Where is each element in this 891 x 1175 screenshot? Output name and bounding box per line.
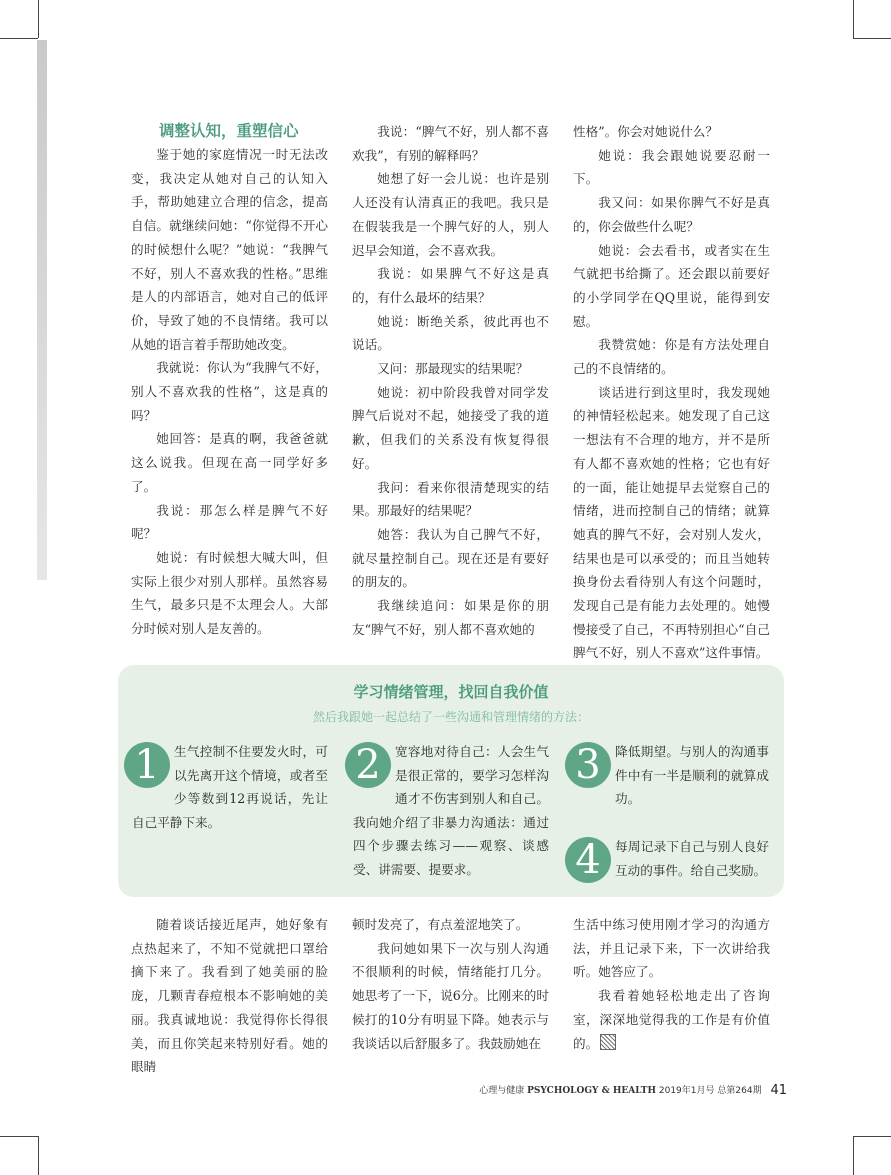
paragraph: 她说：初中阶段我曾对同学发脾气后说对不起，她接受了我的道歉，但我们的关系没有恢复得很好。 (352, 384, 549, 471)
paragraph: 随着谈话接近尾声，她好象有点热起来了，不知不觉就把口罩给摘下来了。我看到了她美丽的脸庞，几颗青春痘根本不影响她的美丽。我真诚地说：我觉得你长得很美，而且你笑起来特别好看。她的眼睛 (131, 917, 328, 1075)
paragraph: 我就说：你认为“我脾气不好，别人不喜欢我的性格”，这是真的吗？ (131, 360, 328, 423)
end-mark-icon (600, 1034, 616, 1050)
paragraph: 我说：“脾气不好，别人都不喜欢我”，有别的解释吗？ (352, 124, 549, 163)
paragraph: 我说：那怎么样是脾气不好呢？ (131, 502, 328, 542)
crop-mark (853, 0, 854, 38)
paragraph: 她说：会去看书，或者实在生气就把书给撕了。还会跟以前要好的小学同学在QQ里说，能得到安慰。 (573, 242, 770, 329)
paragraph: 我又问：如果你脾气不好是真的，你会做些什么呢？ (573, 195, 770, 234)
bottom-column-2 (352, 913, 549, 1055)
margin-bar (37, 40, 47, 580)
tips-box-title: 学习情绪管理，找回自我价值 (353, 683, 549, 701)
bottom-column-3 (573, 913, 770, 1055)
paragraph: 鉴于她的家庭情况一时无法改变，我决定从她对自己的认知入手，帮助她建立合理的信念，提高自信。就继续问她：“你觉得不开心的时候想什么呢？”她说：“我脾气不好，别人不喜欢我的性格。”思维是人的内部语言，她对自己的低评价，导致了她的不良情绪。我可以从她的语言着手帮助她改变。 (131, 147, 328, 352)
paragraph: 谈话进行到这里时，我发现她的神情轻松起来。她发现了自己这一想法有不合理的地方，并不是所有人都不喜欢她的性格；它也有好的一面，能让她提早去觉察自己的情绪，进而控制自己的情绪；就算她真的脾气不好，会对别人发火，结果也是可以承受的；而且当她转换身份去看待别人有这个问题时，发现自己是有能力去处理的。她慢慢接受了自己，不再特别担心“自己脾气不好，别人不喜欢”这件事情。 (573, 384, 770, 661)
crop-mark (853, 1136, 854, 1175)
paragraph: 她回答：是真的啊，我爸爸就这么说我。但现在高一同学好多了。 (131, 431, 328, 494)
article-column-3 (573, 120, 770, 665)
crop-mark (38, 1136, 39, 1175)
paragraph: 她说：断绝关系，彼此再也不说话。 (352, 313, 549, 353)
page-number: 41 (770, 1083, 787, 1098)
number-badge: 2 (345, 742, 391, 788)
tips-box (118, 665, 784, 897)
tip-item-1 (132, 740, 328, 834)
magazine-name: 心理与健康 (479, 1086, 525, 1096)
closing-text: 我看着她轻松地走出了咨询室，深深地觉得我的工作是有价值的。 (573, 988, 770, 1051)
paragraph: 性格”。你会对她说什么？ (573, 124, 718, 139)
paragraph: 她想了好一会儿说：也许是别人还没有认清真正的我吧。我只是在假装我是一个脾气好的人，别人迟早会知道，会不喜欢我。 (352, 171, 549, 258)
tip-item-4 (573, 835, 769, 885)
paragraph: 她说：有时候想大喊大叫，但实际上很少对别人那样。虽然容易生气，最多只是不太理会人。大部分时候对别人是友善的。 (131, 549, 328, 637)
article-column-2 (352, 120, 549, 641)
tip-item-3 (573, 740, 769, 811)
tip-text: 宽容地对待自己：人会生气是很正常的，要学习怎样沟通才不伤害到别人和自己。我向她介绍了非暴力沟通法：通过四个步骤去练习——观察、谈感受、讲需要、提要求。 (353, 744, 549, 877)
paragraph: 她说：我会跟她说要忍耐一下。 (573, 147, 770, 187)
paragraph: 我赞赏她：你是有方法处理自己的不良情绪的。 (573, 337, 770, 377)
paragraph: 我说：如果脾气不好这是真的，有什么最坏的结果？ (352, 266, 549, 305)
section-heading: 调整认知，重塑信心 (159, 122, 299, 140)
paragraph: 我问：看来你很清楚现实的结果。那最好的结果呢？ (352, 479, 549, 519)
tips-box-subtitle: 然后我跟她一起总结了一些沟通和管理情绪的方法： (312, 710, 589, 724)
tip-text: 生气控制不住要发火时，可以先离开这个情境，或者至少等数到12再说话，先让自己平静下来。 (132, 744, 328, 830)
paragraph: 我继续追问：如果是你的朋友“脾气不好，别人都不喜欢她的 (352, 598, 549, 637)
paragraph: 又问：那最现实的结果呢？ (377, 361, 529, 377)
crop-mark (0, 38, 38, 39)
issue-date: 2019年1月号 (658, 1086, 715, 1096)
number-badge: 1 (124, 742, 170, 788)
bottom-column-1 (131, 913, 328, 1079)
number-badge: 3 (565, 742, 611, 788)
paragraph: 顿时发亮了，有点羞涩地笑了。 (352, 917, 529, 932)
paragraph: 她答：我认为自己脾气不好，就尽量控制自己。现在还是有要好的朋友的。 (352, 526, 549, 590)
crop-mark (853, 1136, 891, 1137)
tip-item-2 (353, 740, 549, 881)
issue-total: 总第264期 (717, 1086, 762, 1096)
crop-mark (0, 1136, 38, 1137)
paragraph: 我问她如果下一次与别人沟通不很顺利的时候，情绪能打几分。她思考了一下，说6分。比刚来的时候打的10分有明显下降。她表示与我谈话以后舒服多了。我鼓励她在 (352, 940, 549, 1051)
article-column-1 (131, 120, 328, 641)
paragraph: 生活中练习使用刚才学习的沟通方法，并且记录下来，下一次讲给我听。她答应了。 (573, 917, 770, 980)
crop-mark (853, 38, 891, 39)
paragraph (573, 984, 770, 1055)
page-footer (479, 1083, 787, 1098)
number-badge: 4 (565, 837, 611, 883)
crop-mark (38, 0, 39, 38)
tip-text: 每周记录下自己与别人良好互动的事件。给自己奖励。 (615, 839, 769, 878)
tip-text: 降低期望。与别人的沟通事件中有一半是顺利的就算成功。 (615, 744, 769, 806)
magazine-english-name: PSYCHOLOGY & HEALTH (527, 1086, 656, 1096)
